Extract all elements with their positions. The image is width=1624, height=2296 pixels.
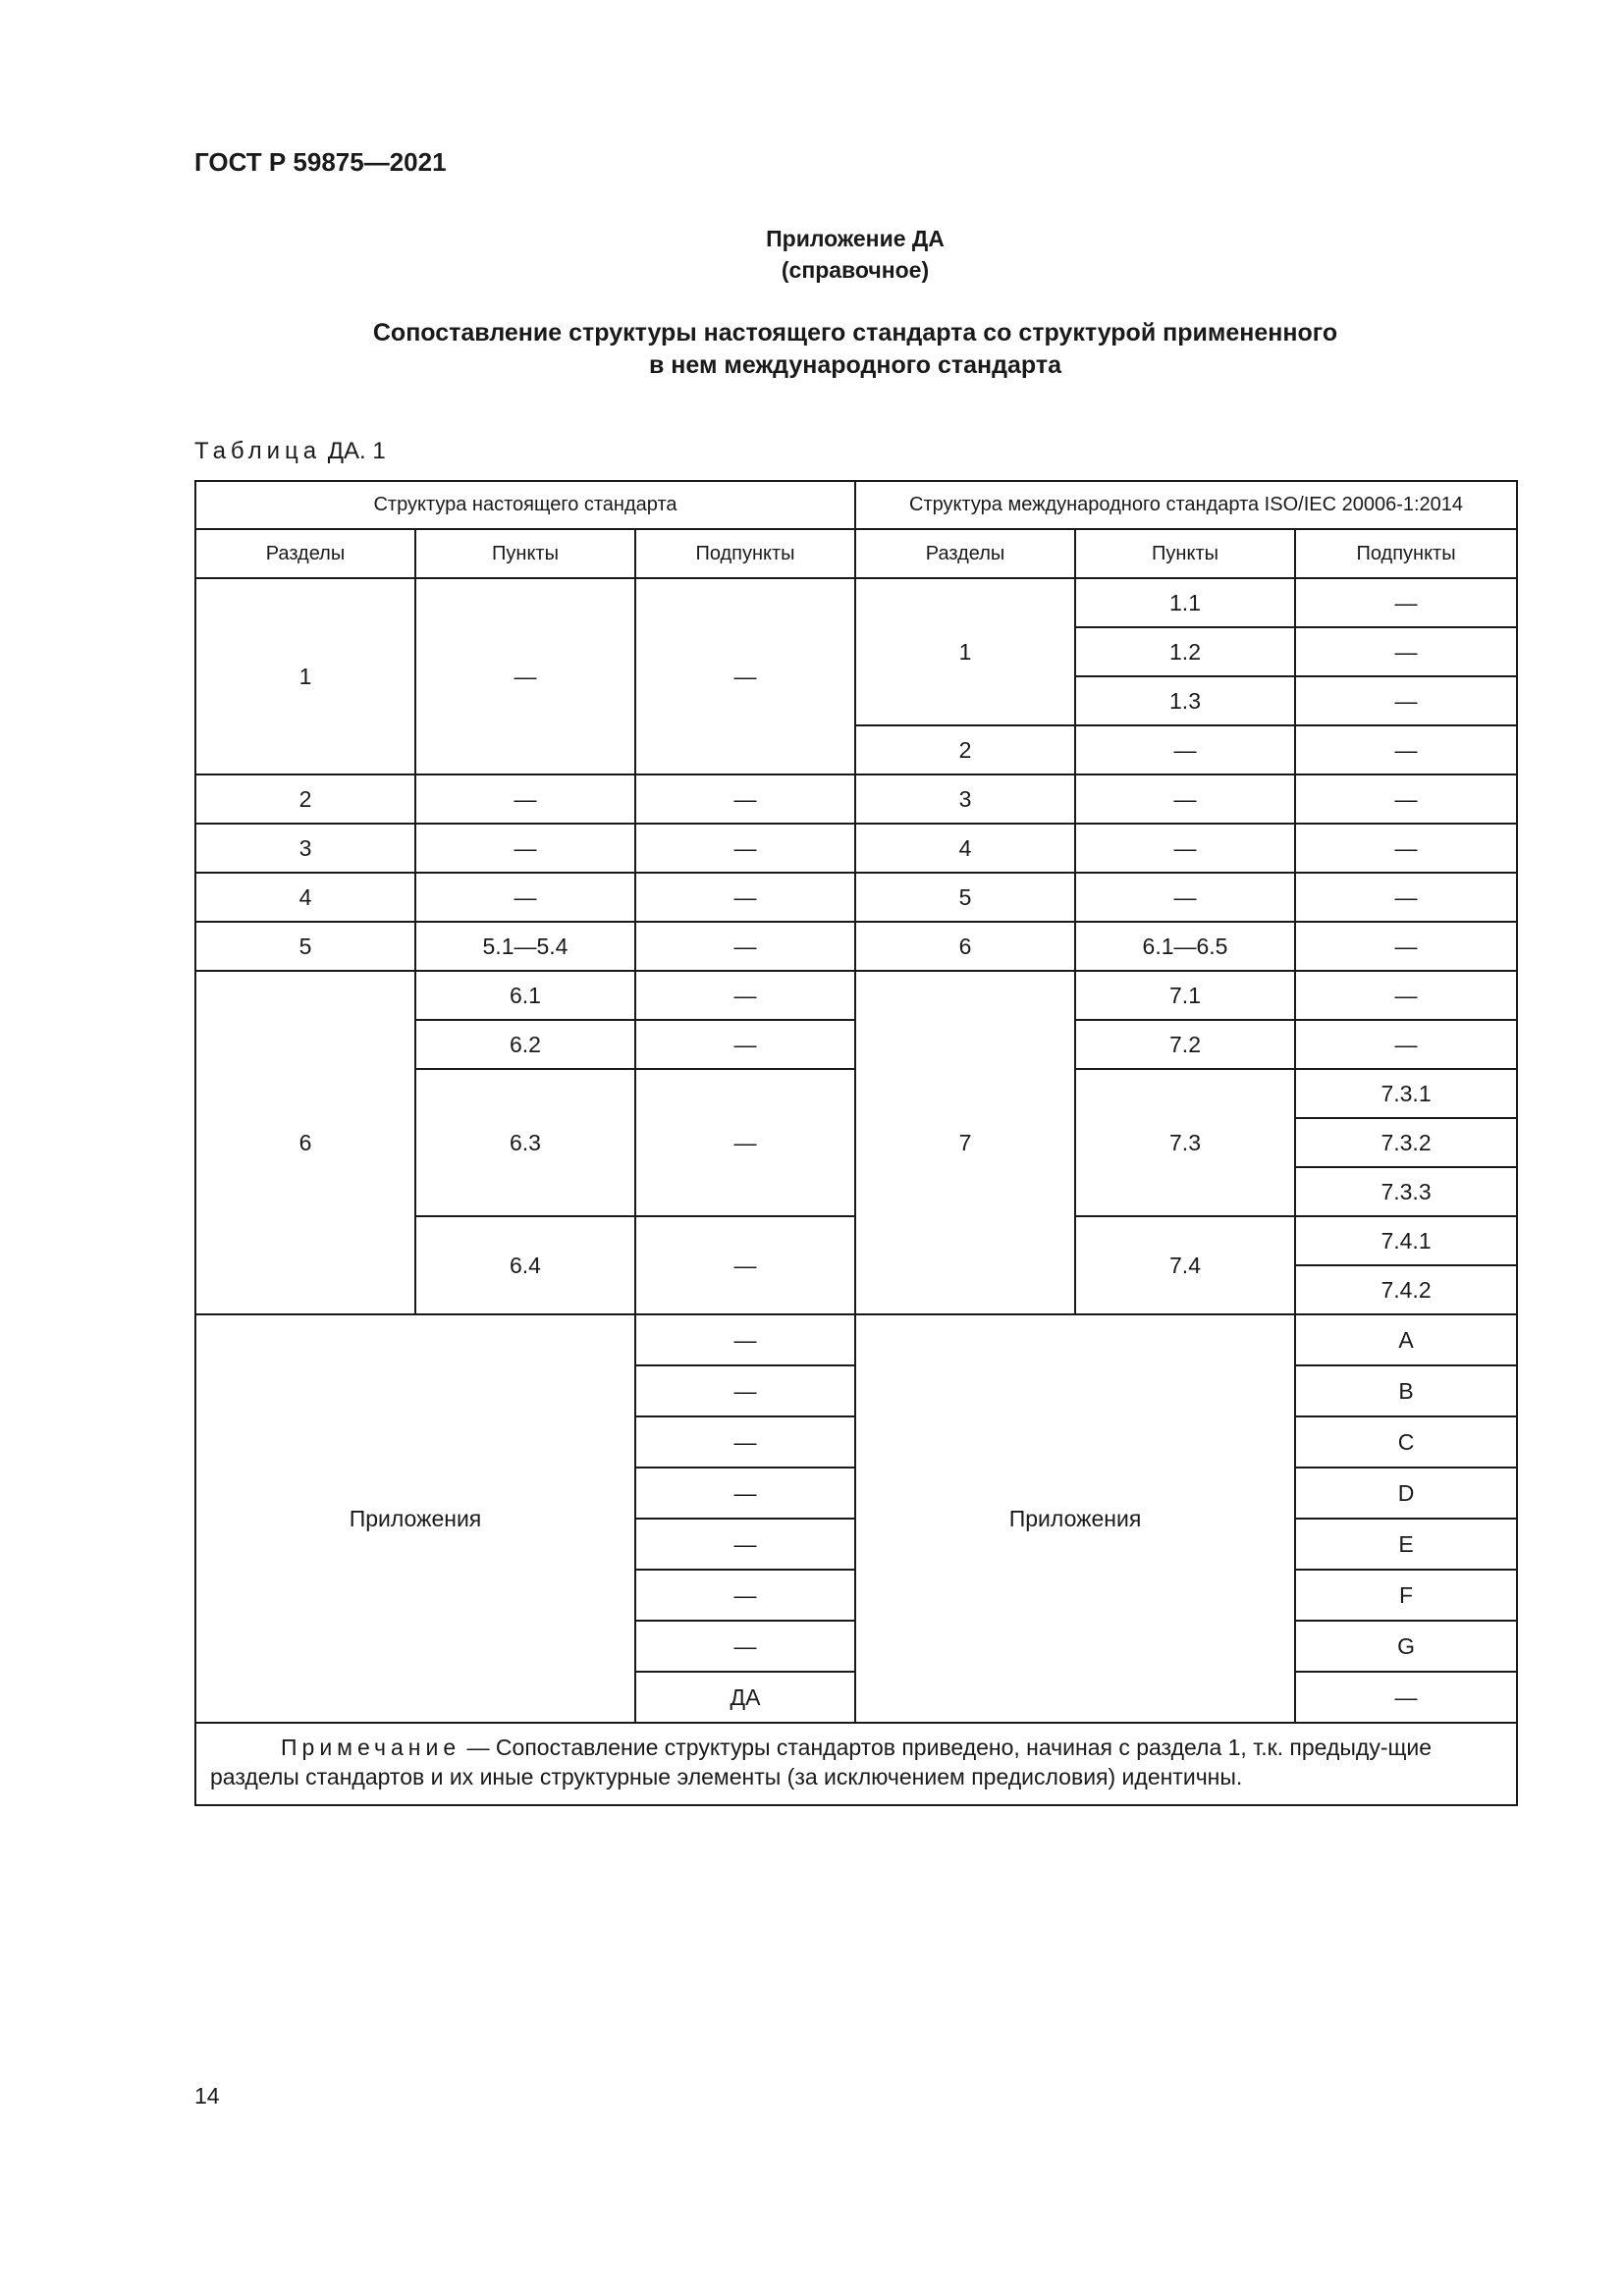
table-row <box>195 1314 1517 1365</box>
annex-title: Приложение ДА <box>766 226 945 251</box>
table-cell: 7.4.1 <box>1295 1216 1517 1265</box>
table-cell: — <box>635 1621 855 1672</box>
column-header: Подпункты <box>1295 529 1517 578</box>
table-cell: — <box>635 578 855 774</box>
table-cell: — <box>415 578 635 774</box>
table-cell: — <box>635 1069 855 1216</box>
table-note <box>195 1723 1517 1805</box>
table-cell: 7.3 <box>1075 1069 1295 1216</box>
table-cell: — <box>635 971 855 1020</box>
table-cell: — <box>635 774 855 824</box>
column-header: Разделы <box>195 529 415 578</box>
table-note-row <box>195 1723 1517 1805</box>
table-cell: 4 <box>855 824 1075 873</box>
note-text: — Сопоставление структуры стандартов приведено, начиная с раздела 1, т.к. предыду-щие разделы стандартов и их иные структурные элементы (за исключением предисловия) идентичны. <box>210 1735 1433 1789</box>
table-cell: 1.2 <box>1075 627 1295 676</box>
table-row <box>195 578 1517 627</box>
table-cell: 7 <box>855 971 1075 1314</box>
national-structure-header: Структура настоящего стандарта <box>195 481 855 529</box>
table-cell: — <box>635 1216 855 1314</box>
table-cell: 1 <box>195 578 415 774</box>
table-cell: — <box>635 922 855 971</box>
table-cell: 6 <box>195 971 415 1314</box>
table-label <box>194 438 386 465</box>
table-column-header-row <box>195 529 1517 578</box>
table-cell: 1 <box>855 578 1075 725</box>
table-cell: 7.3.3 <box>1295 1167 1517 1216</box>
table-cell: 6.1—6.5 <box>1075 922 1295 971</box>
table-cell: — <box>1295 676 1517 725</box>
table-cell: — <box>1075 774 1295 824</box>
annex-heading-line-2: в нем международного стандарта <box>648 351 1062 379</box>
table-cell: — <box>1295 873 1517 922</box>
table-cell: — <box>635 1365 855 1416</box>
table-cell: 3 <box>195 824 415 873</box>
table-row <box>195 922 1517 971</box>
table-cell: — <box>635 1468 855 1519</box>
table-cell: 6 <box>855 922 1075 971</box>
table-cell: — <box>1295 1672 1517 1723</box>
table-group-header-row <box>195 481 1517 529</box>
page-number: 14 <box>194 2083 220 2109</box>
column-header: Подпункты <box>635 529 855 578</box>
table-cell: 3 <box>855 774 1075 824</box>
table-row <box>195 824 1517 873</box>
table-cell: 6.1 <box>415 971 635 1020</box>
annex-heading-line-1: Сопоставление структуры настоящего стандарта со структурой примененного <box>372 319 1338 347</box>
table-cell: 7.2 <box>1075 1020 1295 1069</box>
table-cell: — <box>1295 627 1517 676</box>
table-cell: F <box>1295 1570 1517 1621</box>
table-cell: — <box>635 1020 855 1069</box>
table-cell: — <box>635 873 855 922</box>
table-cell: ДА <box>635 1672 855 1723</box>
table-cell: — <box>415 873 635 922</box>
table-cell: D <box>1295 1468 1517 1519</box>
column-header: Пункты <box>415 529 635 578</box>
table-cell: — <box>1295 824 1517 873</box>
table-cell: 7.4 <box>1075 1216 1295 1314</box>
table-cell: E <box>1295 1519 1517 1570</box>
table-cell: — <box>635 1416 855 1468</box>
international-annexes-label: Приложения <box>855 1314 1295 1723</box>
table-label-prefix: Таблица <box>194 438 322 464</box>
table-row <box>195 873 1517 922</box>
table-cell: — <box>635 1314 855 1365</box>
table-cell: 6.2 <box>415 1020 635 1069</box>
table-cell: 1.3 <box>1075 676 1295 725</box>
table-cell: 6.4 <box>415 1216 635 1314</box>
table-cell: — <box>635 824 855 873</box>
table-cell: 2 <box>855 725 1075 774</box>
table-cell: — <box>415 774 635 824</box>
table-cell: G <box>1295 1621 1517 1672</box>
table-cell: 5 <box>195 922 415 971</box>
note-label: Примечание <box>281 1735 461 1760</box>
table-row <box>195 774 1517 824</box>
structure-comparison-table <box>194 480 1518 1806</box>
table-row <box>195 971 1517 1020</box>
table-cell: — <box>1295 1020 1517 1069</box>
table-cell: 7.3.1 <box>1295 1069 1517 1118</box>
table-cell: — <box>635 1570 855 1621</box>
table-cell: — <box>1075 824 1295 873</box>
table-cell: 4 <box>195 873 415 922</box>
table-cell: — <box>1295 971 1517 1020</box>
table-cell: — <box>1295 922 1517 971</box>
document-code: ГОСТ Р 59875—2021 <box>194 147 447 177</box>
table-cell: — <box>1075 725 1295 774</box>
table-cell: C <box>1295 1416 1517 1468</box>
national-annexes-label: Приложения <box>195 1314 635 1723</box>
column-header: Разделы <box>855 529 1075 578</box>
table-cell: 7.1 <box>1075 971 1295 1020</box>
table-label-number: ДА. 1 <box>327 438 386 464</box>
table-cell: 2 <box>195 774 415 824</box>
table-cell: — <box>635 1519 855 1570</box>
table-cell: 7.3.2 <box>1295 1118 1517 1167</box>
table-cell: — <box>415 824 635 873</box>
table-cell: A <box>1295 1314 1517 1365</box>
column-header: Пункты <box>1075 529 1295 578</box>
table-cell: B <box>1295 1365 1517 1416</box>
table-cell: 1.1 <box>1075 578 1295 627</box>
table-cell: — <box>1295 578 1517 627</box>
annex-type: (справочное) <box>781 257 930 283</box>
table-cell: 6.3 <box>415 1069 635 1216</box>
international-structure-header: Структура международного стандарта ISO/IEC 20006-1:2014 <box>855 481 1517 529</box>
table-cell: 7.4.2 <box>1295 1265 1517 1314</box>
table-cell: — <box>1295 774 1517 824</box>
table-cell: 5.1—5.4 <box>415 922 635 971</box>
table-cell: — <box>1075 873 1295 922</box>
table-cell: 5 <box>855 873 1075 922</box>
table-cell: — <box>1295 725 1517 774</box>
